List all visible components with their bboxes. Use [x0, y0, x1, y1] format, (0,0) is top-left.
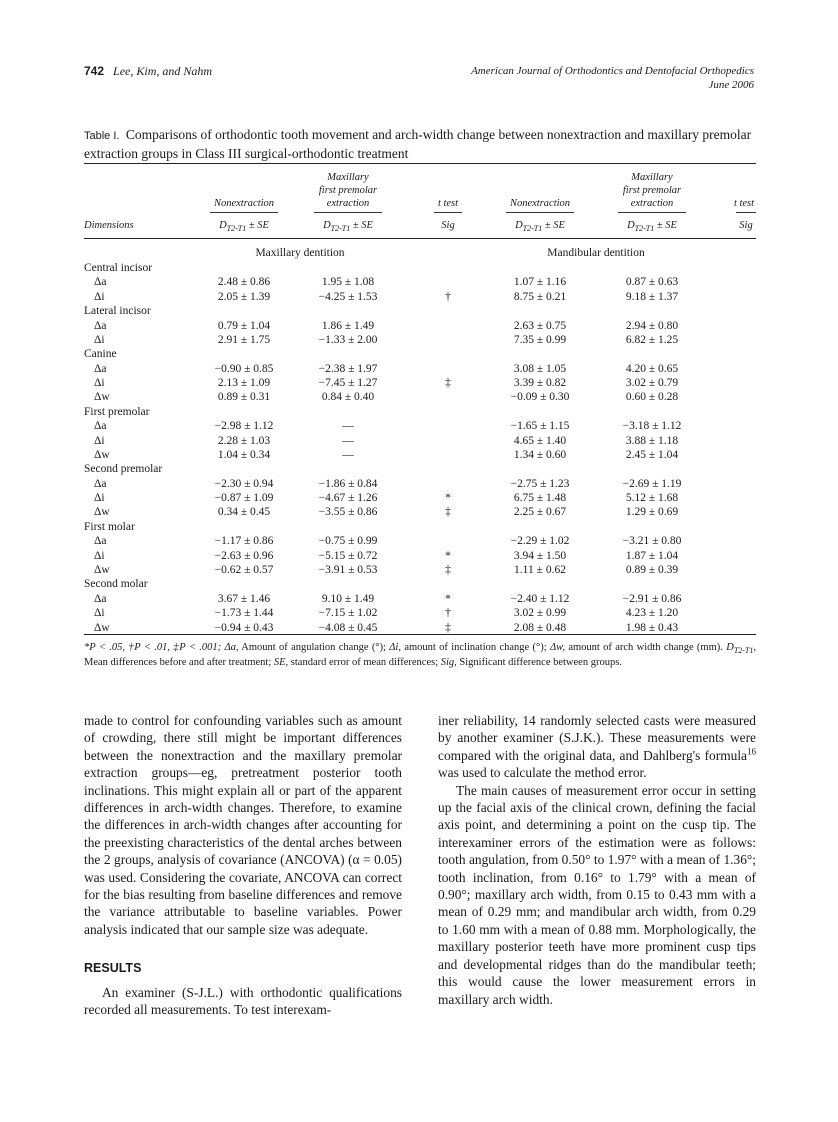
- cell-max-sig: †: [445, 290, 451, 303]
- cell-man-non: 3.39 ± 0.82: [513, 377, 567, 390]
- results-heading: RESULTS: [84, 961, 142, 976]
- header-underline: [434, 212, 462, 213]
- header-mandibular-maxillary-line1: Maxillary: [631, 172, 673, 183]
- table-caption-text: Comparisons of orthodontic tooth movement and arch-width change between nonextraction and maxillary premolar extraction groups in Class III surgical-orthodontic treatment: [84, 127, 752, 161]
- cell-man-ext: 3.02 ± 0.79: [625, 377, 679, 390]
- row-dimension: Δa: [94, 276, 107, 289]
- header-ttest-man: t test: [733, 198, 755, 209]
- row-group-label: Lateral incisor: [84, 305, 151, 318]
- cell-max-sig: ‡: [445, 377, 451, 390]
- table-label: Table I.: [84, 130, 120, 142]
- cell-max-non: 1.04 ± 0.34: [217, 448, 271, 461]
- row-dimension: Δi: [94, 434, 105, 447]
- header-stat: $D_{T2-T1}$ ± SE: [323, 220, 373, 234]
- cell-man-non: 6.75 ± 1.48: [513, 492, 567, 505]
- cell-man-ext: −3.21 ± 0.80: [622, 535, 682, 548]
- cell-max-non: −0.94 ± 0.43: [214, 621, 274, 634]
- cell-man-non: 3.94 ± 1.50: [513, 549, 567, 562]
- table-bottom-rule: [84, 634, 756, 635]
- cell-man-ext: 2.94 ± 0.80: [625, 319, 679, 332]
- cell-man-ext: 6.82 ± 1.25: [625, 333, 679, 346]
- table-top-rule: [84, 163, 756, 164]
- cell-man-non: 3.02 ± 0.99: [513, 607, 567, 620]
- cell-man-non: 2.08 ± 0.48: [513, 621, 567, 634]
- body-column-right: [438, 712, 756, 1008]
- cell-man-ext: 9.18 ± 1.37: [625, 290, 679, 303]
- cell-man-ext: 1.87 ± 1.04: [625, 549, 679, 562]
- cell-max-non: −1.17 ± 0.86: [214, 535, 274, 548]
- cell-man-ext: 1.29 ± 0.69: [625, 506, 679, 519]
- cell-max-ext: −1.86 ± 0.84: [318, 477, 378, 490]
- header-nonextraction-max: Nonextraction: [213, 198, 275, 209]
- header-mandibular-maxillary-line2: first premolar: [622, 185, 682, 196]
- cell-max-ext: −4.25 ± 1.53: [318, 290, 378, 303]
- row-dimension: Δa: [94, 319, 107, 332]
- cell-max-sig: †: [445, 607, 451, 620]
- cell-max-non: −0.90 ± 0.85: [214, 362, 274, 375]
- table-caption: [84, 126, 756, 162]
- row-dimension: Δw: [94, 563, 110, 576]
- row-dimension: Δa: [94, 592, 107, 605]
- cell-man-non: 1.07 ± 1.16: [513, 276, 567, 289]
- row-dimension: Δi: [94, 607, 105, 620]
- cell-max-ext: —: [342, 434, 354, 447]
- row-group-label: Second molar: [84, 578, 148, 591]
- cell-max-non: 2.05 ± 1.39: [217, 290, 271, 303]
- header-underline: [618, 212, 686, 213]
- cell-max-ext: −3.91 ± 0.53: [318, 563, 378, 576]
- header-mandibular-maxillary-line3: extraction: [630, 198, 674, 209]
- row-dimension: Δa: [94, 535, 107, 548]
- header-dimensions: Dimensions: [84, 220, 134, 231]
- cell-max-ext: −7.45 ± 1.27: [318, 377, 378, 390]
- cell-max-ext: —: [342, 448, 354, 461]
- cell-max-ext: −4.67 ± 1.26: [318, 492, 378, 505]
- cell-man-non: −2.75 ± 1.23: [510, 477, 570, 490]
- cell-max-non: 2.28 ± 1.03: [217, 434, 271, 447]
- cell-max-non: −0.62 ± 0.57: [214, 563, 274, 576]
- row-dimension: Δi: [94, 290, 105, 303]
- cell-max-non: 0.79 ± 1.04: [217, 319, 271, 332]
- cell-man-ext: −3.18 ± 1.12: [622, 420, 682, 433]
- cell-man-ext: 3.88 ± 1.18: [625, 434, 679, 447]
- cell-max-ext: −2.38 ± 1.97: [318, 362, 378, 375]
- running-authors: Lee, Kim, and Nahm: [113, 64, 213, 78]
- cell-max-ext: −5.15 ± 0.72: [318, 549, 378, 562]
- cell-max-sig: *: [445, 549, 451, 562]
- cell-max-ext: −1.33 ± 2.00: [318, 333, 378, 346]
- body-paragraph: iner reliability, 14 randomly selected casts were measured by another examiner (S.J.K.). These measurements were compared with the original data, and Dahlberg's formula$^{16}$ was used to calculate the method error.: [438, 713, 756, 781]
- cell-man-ext: 2.45 ± 1.04: [625, 448, 679, 461]
- row-dimension: Δa: [94, 477, 107, 490]
- cell-max-ext: 9.10 ± 1.49: [321, 592, 375, 605]
- cell-man-ext: 5.12 ± 1.68: [625, 492, 679, 505]
- cell-man-ext: 4.23 ± 1.20: [625, 607, 679, 620]
- section-mandibular-dentition: Mandibular dentition: [547, 247, 645, 259]
- row-dimension: Δw: [94, 448, 110, 461]
- header-maxillary-line3: extraction: [326, 198, 370, 209]
- header-underline: [314, 212, 382, 213]
- cell-man-non: −2.40 ± 1.12: [510, 592, 570, 605]
- page-number: 742: [84, 64, 105, 78]
- cell-max-ext: −4.08 ± 0.45: [318, 621, 378, 634]
- cell-max-ext: 1.95 ± 1.08: [321, 276, 375, 289]
- row-group-label: First molar: [84, 520, 135, 533]
- cell-man-non: −2.29 ± 1.02: [510, 535, 570, 548]
- header-stat: $D_{T2-T1}$ ± SE: [219, 220, 269, 234]
- header-underline: [736, 212, 756, 213]
- cell-man-non: −0.09 ± 0.30: [510, 391, 570, 404]
- running-header-right: [471, 64, 754, 92]
- cell-man-ext: −2.91 ± 0.86: [622, 592, 682, 605]
- body-paragraph: The main causes of measurement error occur in setting up the facial axis of the clinical crown, defining the facial axis point, and determining a point on the cusp tip. The interexaminer errors of the estimation were as follows: tooth angulation, from 0.50° to 1.97° with a mean of 1.36°; tooth inclination, from 0.16° to 1.79° with a mean of 0.90°; maxillary arch width, from 0.15 to 0.43 mm with a mean of 0.29 mm; and mandibular arch width, from 0.29 to 1.60 mm with a mean of 0.88 mm. Morphologically, the maxillary posterior teeth have more prominent cusp tips and developmental ridges than do the mandibular teeth; this would cause the lower measurement errors in maxillary arch width.: [438, 782, 756, 1007]
- cell-man-non: 8.75 ± 0.21: [513, 290, 567, 303]
- header-stat: $D_{T2-T1}$ ± SE: [515, 220, 565, 234]
- cell-max-ext: −3.55 ± 0.86: [318, 506, 378, 519]
- table-header-rule: [84, 238, 756, 239]
- row-group-label: Canine: [84, 348, 117, 361]
- cell-man-non: 1.11 ± 0.62: [514, 563, 566, 576]
- cell-max-non: 2.13 ± 1.09: [217, 377, 271, 390]
- cell-man-ext: 1.98 ± 0.43: [625, 621, 679, 634]
- cell-man-ext: −2.69 ± 1.19: [622, 477, 682, 490]
- header-maxillary-line1: Maxillary: [327, 172, 369, 183]
- citation-ref: 16: [747, 746, 756, 757]
- header-sig: Sig: [739, 220, 753, 231]
- cell-man-non: 3.08 ± 1.05: [513, 362, 567, 375]
- row-dimension: Δi: [94, 333, 105, 346]
- cell-man-non: 4.65 ± 1.40: [513, 434, 567, 447]
- cell-max-sig: *: [445, 592, 451, 605]
- cell-max-sig: ‡: [445, 621, 451, 634]
- cell-max-non: −0.87 ± 1.09: [214, 492, 274, 505]
- cell-man-ext: 0.60 ± 0.28: [625, 391, 679, 404]
- row-group-label: Central incisor: [84, 262, 153, 274]
- header-underline: [210, 212, 278, 213]
- cell-man-non: 2.25 ± 0.67: [513, 506, 567, 519]
- cell-max-ext: −0.75 ± 0.99: [318, 535, 378, 548]
- cell-max-ext: 1.86 ± 1.49: [321, 319, 375, 332]
- cell-man-non: 1.34 ± 0.60: [513, 448, 567, 461]
- header-stat: $D_{T2-T1}$ ± SE: [627, 220, 677, 234]
- cell-max-non: 2.91 ± 1.75: [217, 333, 271, 346]
- cell-max-non: 3.67 ± 1.46: [217, 592, 271, 605]
- cell-max-non: −2.30 ± 0.94: [214, 477, 274, 490]
- cell-max-non: 0.89 ± 0.31: [217, 391, 271, 404]
- row-dimension: Δi: [94, 492, 105, 505]
- row-dimension: Δw: [94, 621, 110, 634]
- cell-man-ext: 0.87 ± 0.63: [625, 276, 679, 289]
- journal-name: American Journal of Orthodontics and Dentofacial Orthopedics: [471, 65, 754, 77]
- header-sig: Sig: [441, 220, 455, 231]
- row-dimension: Δi: [94, 549, 105, 562]
- cell-max-sig: *: [445, 492, 451, 505]
- header-underline: [506, 212, 574, 213]
- row-group-label: First premolar: [84, 405, 150, 418]
- row-dimension: Δa: [94, 420, 107, 433]
- row-dimension: Δi: [94, 377, 105, 390]
- body-paragraph: made to control for confounding variables such as amount of crowding, there still might be important differences between the nonextraction and the maxillary premolar extraction groups—eg, pretreatment posterior tooth inclinations. This might explain all or part of the apparent differences in arch-width changes. Therefore, to examine the differences in arch-width changes after accounting for the preexisting characteristics of the dental arches between the 2 groups, analysis of covariance (ANCOVA) (α = 0.05) was used. Considering the covariate, ANCOVA can correct for the bias resulting from baseline differences and remove the variance attributable to baseline variables. Power analysis indicated that our sample size was adequate.: [84, 713, 402, 937]
- row-dimension: Δw: [94, 391, 110, 404]
- cell-max-ext: −7.15 ± 1.02: [318, 607, 378, 620]
- cell-max-sig: ‡: [445, 563, 451, 576]
- row-dimension: Δw: [94, 506, 110, 519]
- header-maxillary-line2: first premolar: [318, 185, 378, 196]
- issue-date: June 2006: [708, 79, 754, 91]
- row-dimension: Δa: [94, 362, 107, 375]
- cell-man-ext: 0.89 ± 0.39: [625, 563, 679, 576]
- running-header-left: [84, 64, 212, 79]
- cell-max-non: −2.63 ± 0.96: [214, 549, 274, 562]
- cell-man-non: 2.63 ± 0.75: [513, 319, 567, 332]
- cell-max-non: −1.73 ± 1.44: [214, 607, 274, 620]
- section-maxillary-dentition: Maxillary dentition: [255, 247, 345, 259]
- cell-man-ext: 4.20 ± 0.65: [625, 362, 679, 375]
- cell-max-non: 0.34 ± 0.45: [217, 506, 271, 519]
- body-column-left: [84, 712, 402, 1019]
- cell-man-non: 7.35 ± 0.99: [513, 333, 567, 346]
- table-footnote: *P < .05, †P < .01, ‡P < .001; Δa, Amount of angulation change (°); Δi, amount of inclination change (°); Δw, amount of arch width change (mm). $D_{T2-T1}$, Mean differences before and after treatment; SE, standard error of mean differences; Sig, Significant difference between groups.: [84, 642, 756, 668]
- header-ttest-max: t test: [437, 198, 459, 209]
- cell-max-non: 2.48 ± 0.86: [217, 276, 271, 289]
- cell-man-non: −1.65 ± 1.15: [510, 420, 570, 433]
- cell-max-ext: —: [342, 420, 354, 433]
- cell-max-sig: ‡: [445, 506, 451, 519]
- cell-max-ext: 0.84 ± 0.40: [321, 391, 375, 404]
- body-paragraph: An examiner (S-J.L.) with orthodontic qualifications recorded all measurements. To test interexam-: [84, 984, 402, 1018]
- header-nonextraction-man: Nonextraction: [509, 198, 571, 209]
- cell-max-non: −2.98 ± 1.12: [214, 420, 274, 433]
- row-group-label: Second premolar: [84, 463, 163, 476]
